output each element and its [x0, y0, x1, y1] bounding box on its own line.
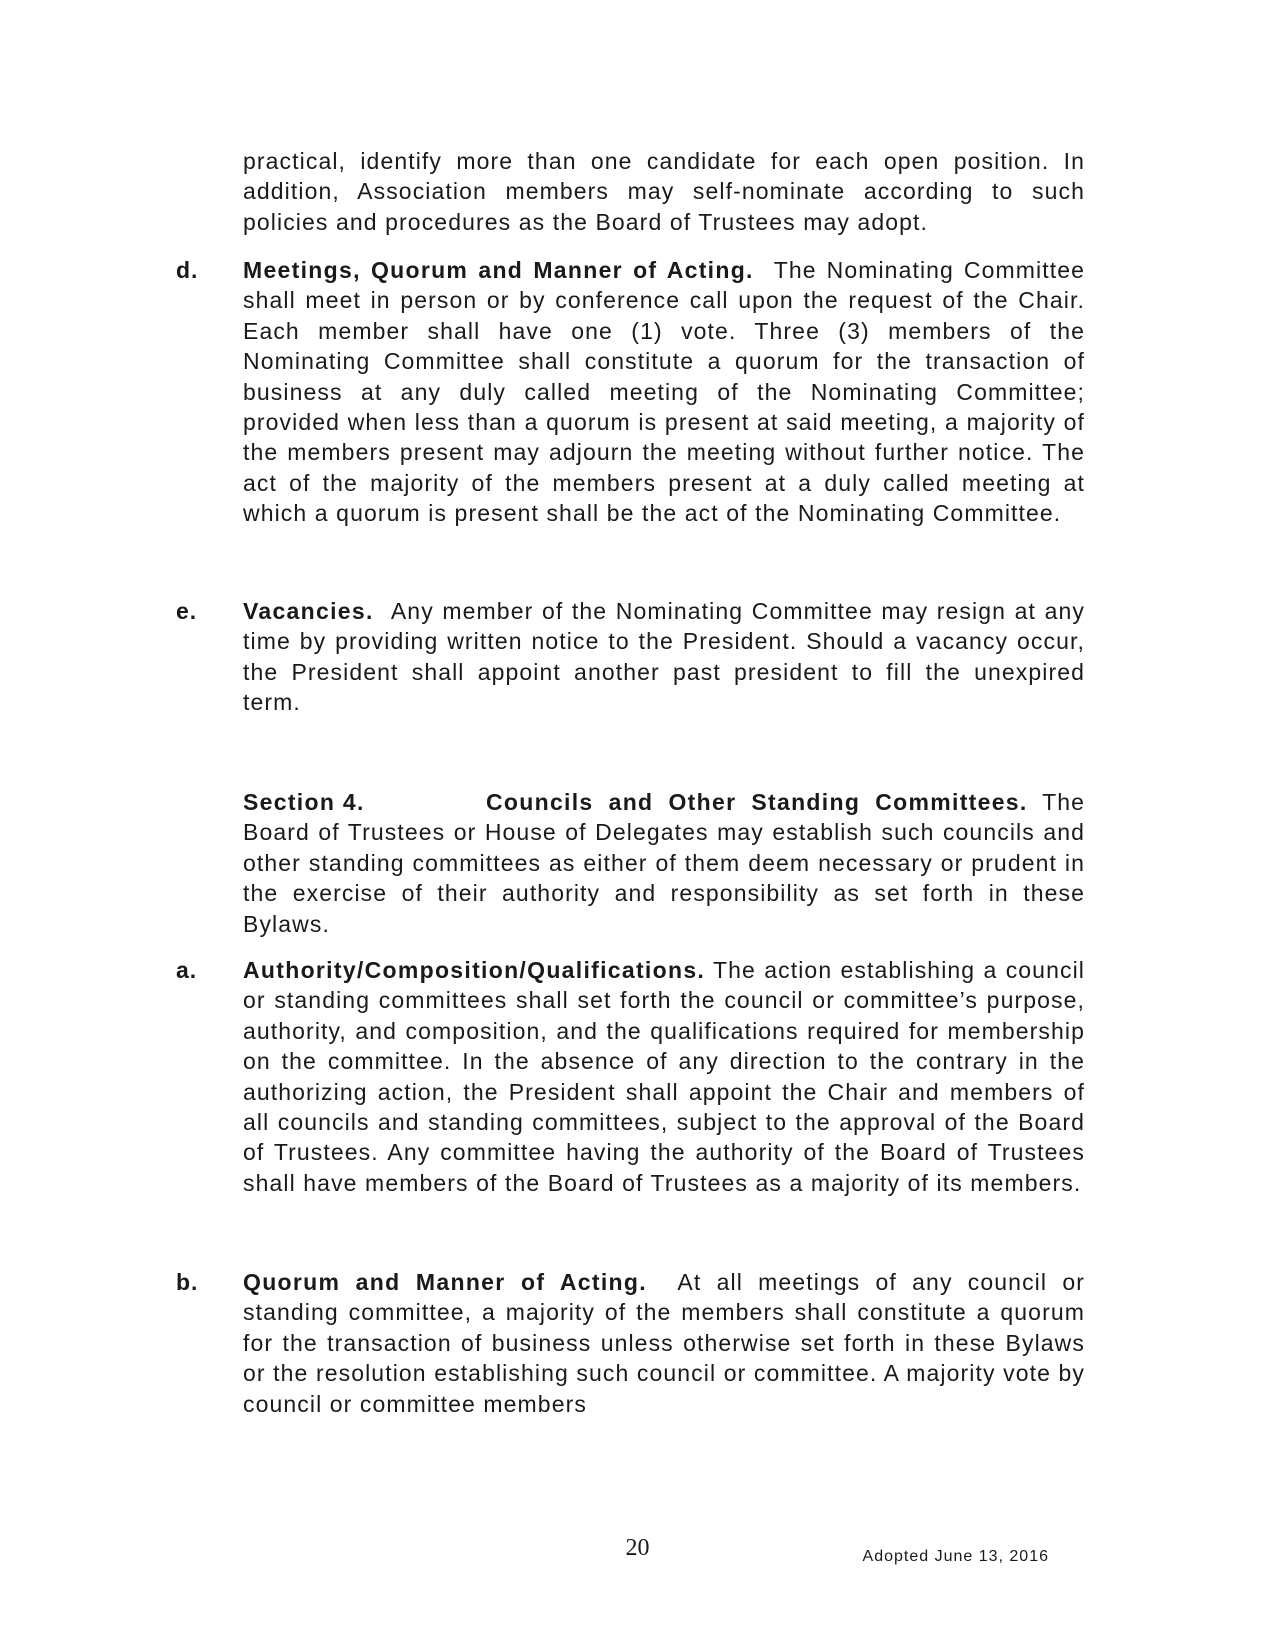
item-marker-d: d.: [176, 257, 199, 283]
paragraph-heading: Vacancies.: [243, 598, 374, 624]
paragraph-text: At all meetings of any council or standing committee, a majority of the members shall constitute a quorum for the transaction of business unless otherwise set forth in these Bylaws or the resolution establishing such council or committee. A majority vote by council or committee members: [243, 1269, 1085, 1417]
paragraph-text: practical, identify more than one candidate for each open position. In addition, Association members may self-nominate according to such policies and procedures as the Board of Trustees may adopt.: [243, 148, 1085, 235]
paragraph-text: The action establishing a council or standing committees shall set forth the council or committee’s purpose, authority, and composition, and the qualifications required for membership on the committee. In the absence of any direction to the contrary in the authorizing action, the President shall appoint the Chair and members of all councils and standing committees, subject to the approval of the Board of Trustees. Any committee having the authority of the Board of Trustees shall have members of the Board of Trustees as a majority of its members.: [243, 957, 1085, 1196]
section-number: Section 4.: [243, 789, 365, 815]
section-heading: Councils and Other Standing Committees.: [486, 789, 1028, 815]
item-marker-a: a.: [176, 957, 198, 983]
paragraph-heading: Quorum and Manner of Acting.: [243, 1269, 647, 1295]
paragraph-text: Any member of the Nominating Committee may resign at any time by providing written notice to the President. Should a vacancy occur, the President shall appoint another past president to fill the unexpired term.: [243, 598, 1085, 716]
paragraph-heading: Meetings, Quorum and Manner of Acting.: [243, 257, 754, 283]
paragraph-continuation: [243, 146, 1085, 237]
paragraph-vacancies: [243, 596, 1085, 718]
item-marker-e: e.: [176, 598, 198, 624]
paragraph-quorum-manner: [243, 1267, 1085, 1419]
section-4: [243, 787, 1085, 939]
paragraph-authority: [243, 955, 1085, 1198]
paragraph-heading: Authority/Composition/Qualifications.: [243, 957, 706, 983]
paragraph-text: The Nominating Committee shall meet in person or by conference call upon the request of the Chair. Each member shall have one (1) vote. Three (3) members of the Nominating Committee shall constitute a quorum for the transaction of business at any duly called meeting of the Nominating Committee; provided when less than a quorum is present at said meeting, a majority of the members present may adjourn the meeting without further notice. The act of the majority of the members present at a duly called meeting at which a quorum is present shall be the act of the Nominating Committee.: [243, 257, 1086, 527]
adoption-footer: Adopted June 13, 2016: [862, 1548, 1049, 1565]
paragraph-meetings-quorum: [243, 255, 1085, 529]
page-number: 20: [625, 1535, 650, 1561]
item-marker-b: b.: [176, 1269, 199, 1295]
section-text: The Board of Trustees or House of Delegates may establish such councils and other standing committees as either of them deem necessary or prudent in the exercise of their authority and responsibility as set forth in these Bylaws.: [243, 789, 1085, 937]
